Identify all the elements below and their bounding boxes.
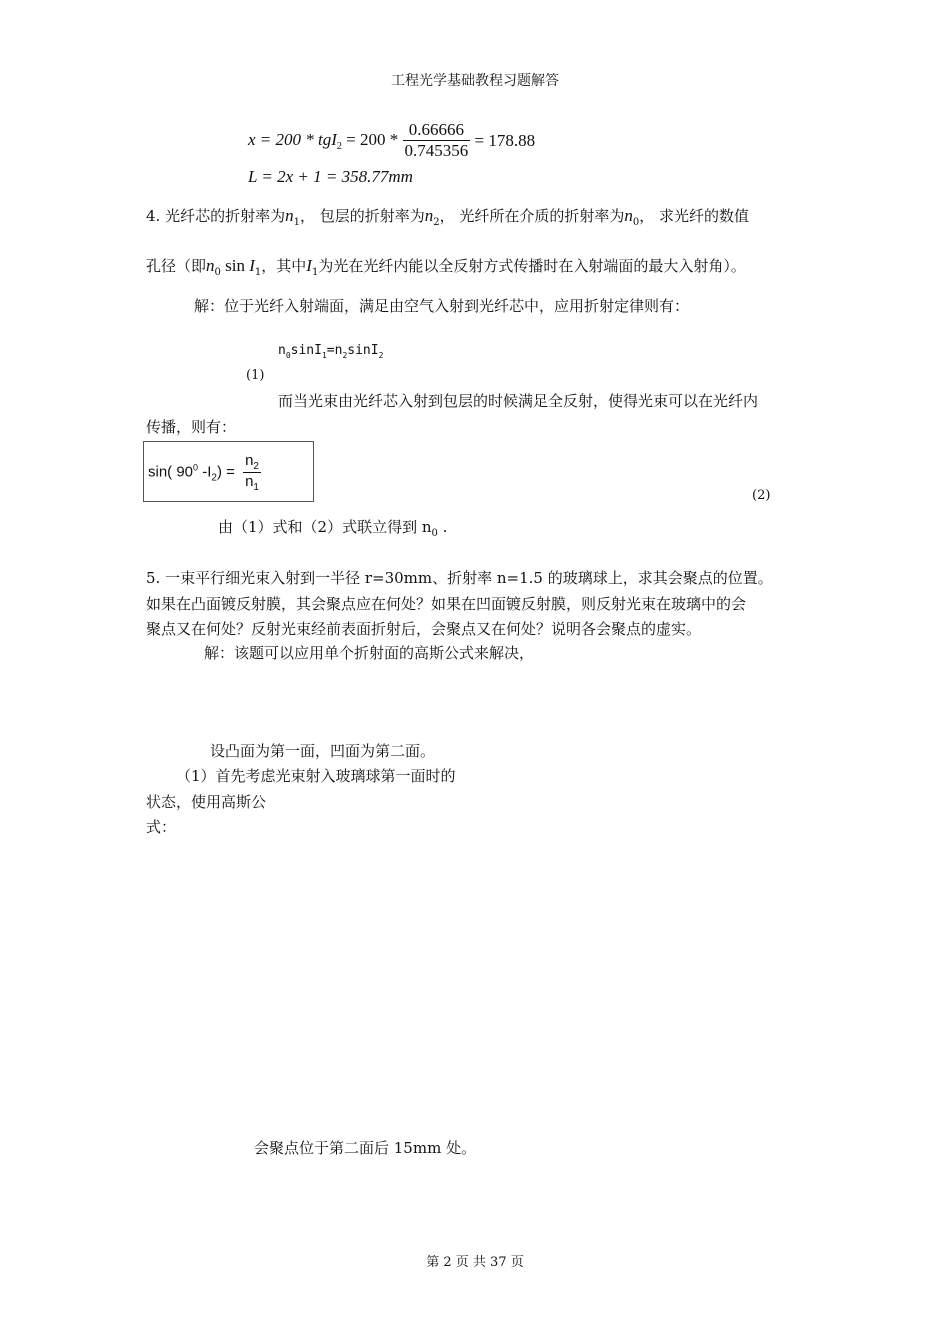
x-fraction [403,120,471,161]
problem5-line1: 5. 一束平行细光束入射到一半径 r=30mm、折射率 n=1.5 的玻璃球上，求其会聚点的位置。 [146,569,773,587]
problem5-setup: 设凸面为第一面，凹面为第二面。 [210,742,436,760]
problem4-combine: 由（1）式和（2）式联立得到 $n_0$ . [218,518,448,539]
equation-2-box: sin( $90^0$ $-I_2$) = $\frac{n_2}{n_1}$ [143,441,314,502]
problem5-line3: 聚点又在何处？反射光束经前表面折射后，会聚点又在何处？说明各会聚点的虚实。 [146,620,702,638]
L-unit: mm [388,167,413,186]
equation-1-label: (1) [246,368,265,383]
problem5-step1-b: 状态，使用高斯公 [146,793,267,811]
problem4-line1: 4. 光纤芯的折射率为$n_1$， 包层的折射率为$n_2$， 光纤所在介质的折射率为$n_0$， 求光纤的数值 [146,206,750,228]
page-footer: 第 2 页 共 37 页 [426,1255,524,1270]
problem4-text3: 传播，则有： [146,418,237,436]
problem5-solution: 解：该题可以应用单个折射面的高斯公式来解决， [204,644,535,662]
eq2-left: sin( 90 [148,463,194,481]
equation-1: $n_0\sin I_1=n_2\sin I_2$ [278,343,384,360]
L-expression: L = 2x + 1 = 358.77 [248,167,389,186]
problem5-step1-c: 式： [146,818,177,836]
problem4-text2: 而当光束由光纤芯入射到包层的时候满足全反射，使得光束可以在光纤内 [278,392,759,410]
problem5-line2: 如果在凸面镀反射膜，其会聚点应在何处？如果在凹面镀反射膜，则反射光束在玻璃中的会 [146,595,747,613]
problem4-solution: 解：位于光纤入射端面，满足由空气入射到光纤芯中，应用折射定律则有： [194,297,690,315]
fraction-numerator: 0.66666 [403,120,471,141]
x-mid: = 200 * [341,129,399,149]
fraction-denominator: 0.745356 [404,141,469,160]
problem4-line2: 孔径（即$n_0$ $\sin I_1$，其中$I_1$为光在光纤内能以全反射方式传播时在入射端面的最大入射角）。 [146,256,746,278]
x-sub: 2 [336,140,342,152]
problem5-result: 会聚点位于第二面后 15mm 处。 [254,1139,477,1157]
page-header: 工程光学基础教程习题解答 [391,73,559,89]
x-prefix: x = 200 * tgI [248,129,337,149]
x-result: = 178.88 [474,130,536,150]
equation-2-label: (2) [752,488,771,503]
x-equation [248,120,535,170]
L-equation [248,167,413,187]
problem5-step1-a: （1）首先考虑光束射入玻璃球第一面时的 [176,767,456,785]
